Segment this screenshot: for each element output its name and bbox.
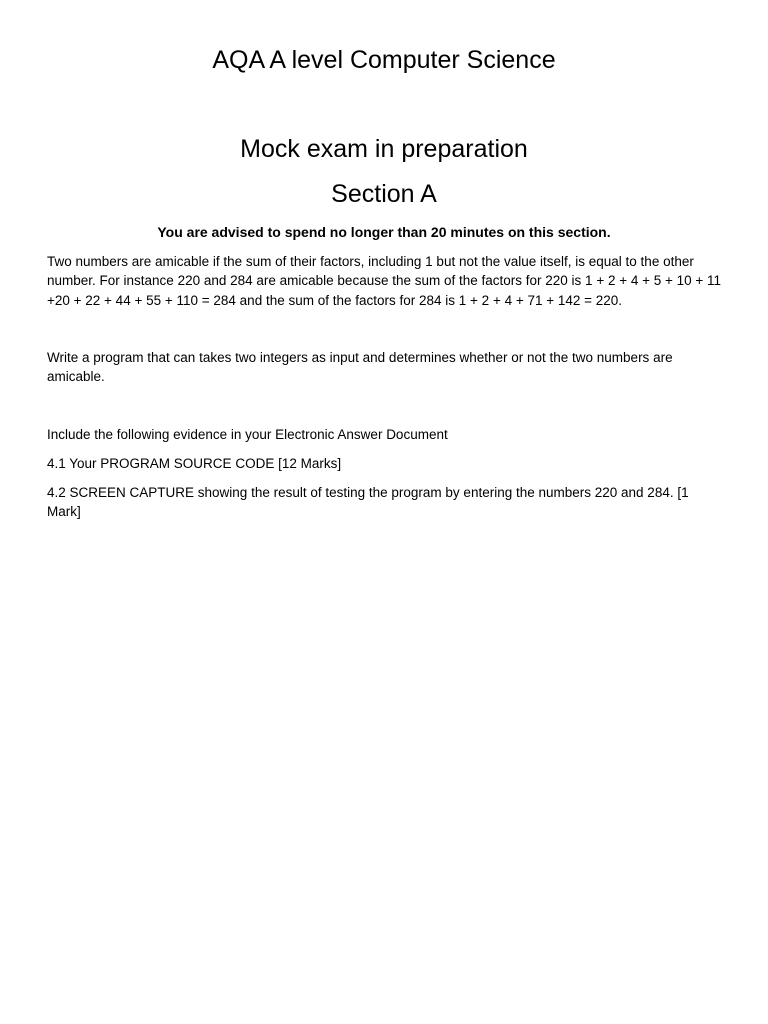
amicable-definition-paragraph: Two numbers are amicable if the sum of their factors, including 1 but not the value itself, is equal to the other number. For instance 220 and 284 are amicable because the sum of the factors for 220 is 1 + 2 + 4 + 5 + 10 + 11 +20 + 22 + 44 + 55 + 110 = 284 and the sum of the factors for 284 is 1 + 2 + 4 + 71 + 142 = 220. [47, 254, 722, 308]
task-paragraph: Write a program that can takes two integers as input and determines whether or not the two numbers are amicable. [47, 350, 673, 385]
evidence-item-source-code: 4.1 Your PROGRAM SOURCE CODE [12 Marks] [47, 456, 342, 471]
evidence-intro-paragraph: Include the following evidence in your Electronic Answer Document [47, 427, 448, 442]
time-advice: You are advised to spend no longer than 20 minutes on this section. [157, 224, 611, 240]
document-subtitle: Mock exam in preparation [240, 135, 528, 163]
document-title: AQA A level Computer Science [212, 46, 556, 74]
evidence-item-screen-capture: 4.2 SCREEN CAPTURE showing the result of testing the program by entering the numbers 220 and 284. [1 Mark] [47, 485, 689, 520]
section-heading: Section A [331, 180, 437, 208]
